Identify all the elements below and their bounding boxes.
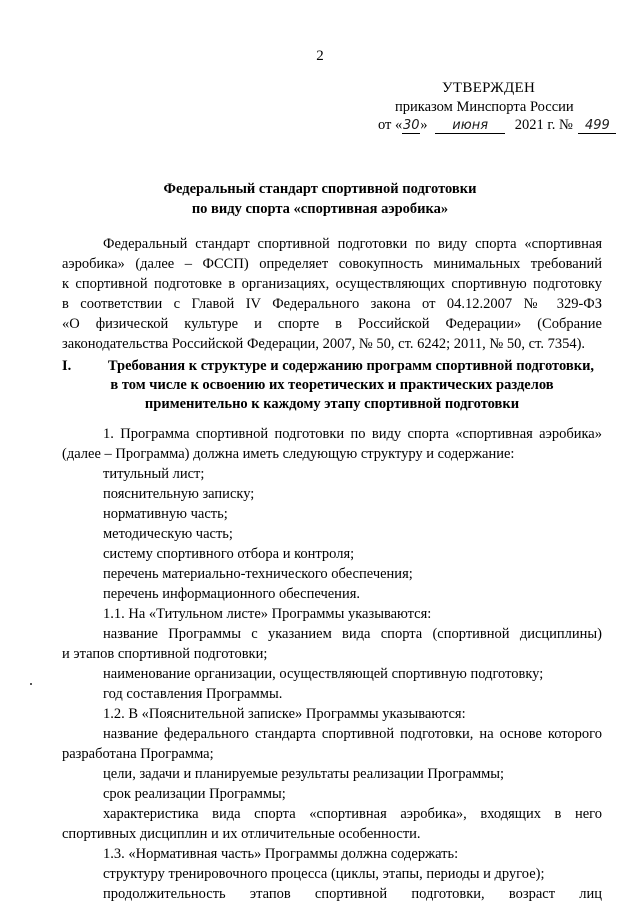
body-line: название федерального стандарта спортивной подготовки, на основе которого: [103, 726, 602, 742]
body-line: разработана Программа;: [62, 746, 214, 762]
body-line: наименование организации, осуществляющей спортивную подготовку;: [103, 666, 544, 682]
body-line: систему спортивного отбора и контроля;: [103, 546, 355, 562]
handwritten-number: 499: [578, 118, 616, 134]
body-line: 1.2. В «Пояснительной записке» Программы указываются:: [103, 706, 466, 722]
intro-line: «О физической культуре и спорте в Российской Федерации» (Собрание: [62, 316, 602, 332]
approved-heading: УТВЕРЖДЕН: [442, 80, 536, 96]
date-line: [378, 117, 616, 134]
document-title-line2: по виду спорта «спортивная аэробика»: [191, 201, 449, 217]
page-number: 2: [316, 48, 324, 64]
scan-speck: [30, 683, 32, 685]
section-heading-line2: в том числе к освоению их теоретических и практических разделов: [110, 377, 554, 393]
body-line: спортивных дисциплин и их отличительные особенности.: [62, 826, 421, 842]
handwritten-day: 30: [403, 118, 420, 133]
body-line: титульный лист;: [103, 466, 205, 482]
body-line: перечень материально-технического обеспечения;: [103, 566, 413, 582]
body-line: и этапов спортивной подготовки;: [62, 646, 268, 662]
intro-line: к спортивной подготовке в организациях, осуществляющих спортивную подготовку: [62, 276, 602, 292]
body-line: пояснительную записку;: [103, 486, 255, 502]
body-line: 1.1. На «Титульном листе» Программы указываются:: [103, 606, 432, 622]
section-numeral: I.: [62, 358, 72, 374]
intro-line: законодательства Российской Федерации, 2007, № 50, ст. 6242; 2011, № 50, ст. 7354).: [62, 336, 586, 352]
body-line: год составления Программы.: [103, 686, 283, 702]
section-heading-line1: Требования к структуре и содержанию программ спортивной подготовки,: [107, 358, 595, 374]
body-line: нормативную часть;: [103, 506, 228, 522]
body-line: 1. Программа спортивной подготовки по виду спорта «спортивная аэробика»: [103, 426, 602, 442]
document-title-line1: Федеральный стандарт спортивной подготовки: [163, 181, 477, 197]
body-line: перечень информационного обеспечения.: [103, 586, 360, 602]
body-line: название Программы с указанием вида спорта (спортивной дисциплины): [103, 626, 602, 642]
handwritten-month: июня: [435, 118, 505, 134]
date-prefix: от «: [378, 117, 403, 133]
body-line: структуру тренировочного процесса (циклы, этапы, периоды и другое);: [103, 866, 545, 882]
intro-line: аэробика» (далее – ФССП) определяет совокупность минимальных требований: [62, 256, 602, 272]
year-label: 2021 г. №: [514, 117, 573, 133]
body-line: характеристика вида спорта «спортивная аэробика», входящих в него: [103, 806, 602, 822]
body-line: цели, задачи и планируемые результаты реализации Программы;: [103, 766, 505, 782]
body-line: 1.3. «Нормативная часть» Программы должна содержать:: [103, 846, 459, 862]
body-line: срок реализации Программы;: [103, 786, 286, 802]
intro-line: в соответствии с Главой IV Федерального закона от 04.12.2007 № 329-ФЗ: [62, 296, 602, 312]
intro-line: Федеральный стандарт спортивной подготовки по виду спорта «спортивная: [103, 236, 602, 252]
date-mid: »: [420, 117, 428, 133]
order-line: приказом Минспорта России: [395, 99, 574, 115]
section-heading-line3: применительно к каждому этапу спортивной подготовки: [144, 396, 520, 412]
body-line: (далее – Программа) должна иметь следующую структуру и содержание:: [62, 446, 515, 462]
body-line: методическую часть;: [103, 526, 233, 542]
body-line: продолжительность этапов спортивной подготовки, возраст лиц: [103, 886, 602, 902]
